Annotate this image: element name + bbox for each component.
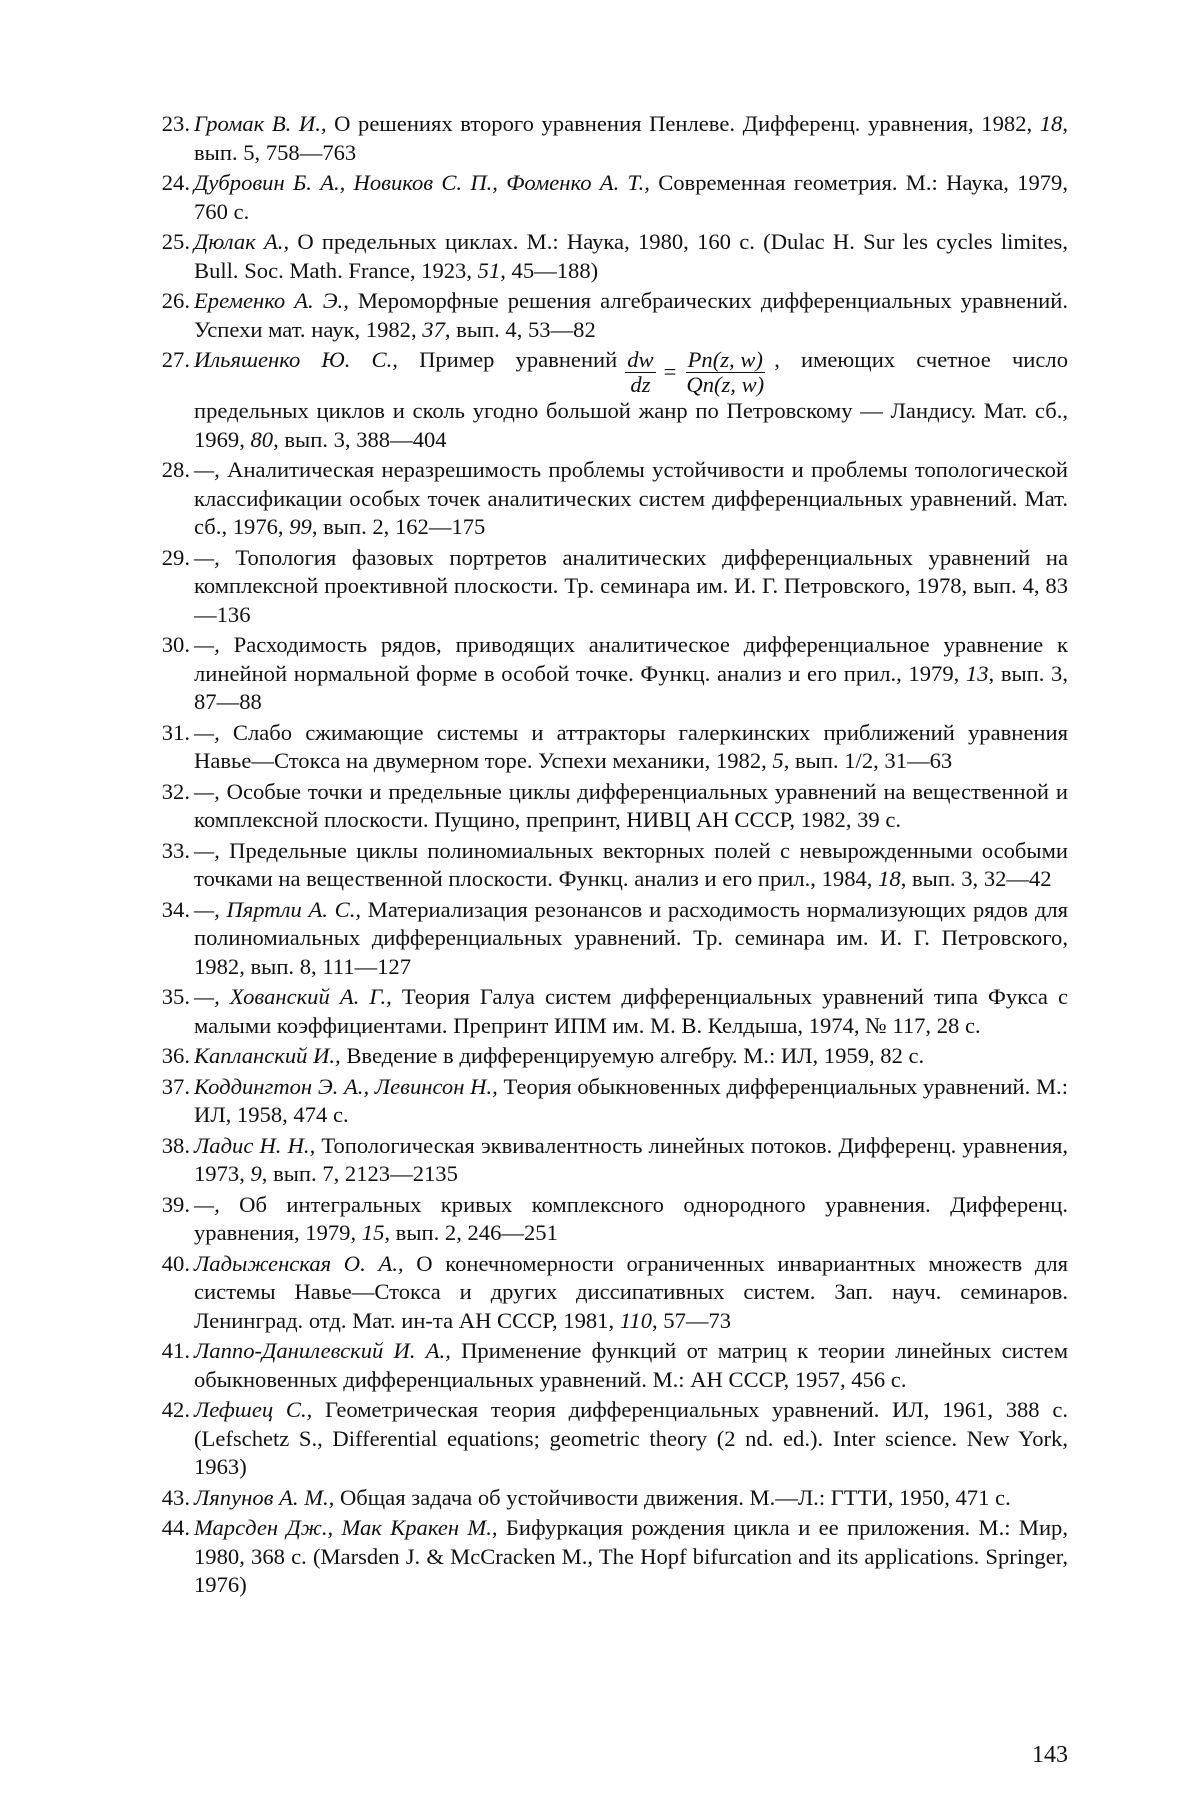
reference-pages: , вып. 3, 87—88: [194, 660, 1068, 715]
reference-volume: 37: [422, 316, 445, 342]
reference-item: [150, 346, 1068, 454]
reference-item: [150, 169, 1068, 226]
reference-volume: 5: [772, 748, 784, 774]
reference-text: Бифуркация рождения цикла и ее приложения. М.: Мир, 1980, 368 с. (Marsden J. & McCracken M., The Hopf bifurcation and its applications. Springer, 1976): [194, 1515, 1068, 1598]
reference-number: 32 .: [150, 778, 190, 807]
reference-number: 36 .: [150, 1042, 190, 1071]
reference-volume: 18: [1039, 111, 1063, 136]
fraction-denominator: Qn(z, w): [686, 371, 765, 397]
reference-author: Ильяшенко Ю. С.,: [194, 346, 398, 372]
reference-volume: 51: [477, 257, 501, 283]
reference-number: 23 .: [150, 110, 190, 139]
page-number: 143: [1032, 1742, 1068, 1768]
reference-pages: , 45—188): [500, 257, 599, 283]
reference-pages: , вып. 3, 32—42: [900, 866, 1052, 892]
reference-text: Расходимость рядов, приводящих аналитическое дифференциальное уравнение к линейной нормальной форме в особой точке. Функц. анализ и его прил., 1979,: [194, 632, 1068, 686]
reference-number: 25 .: [150, 228, 190, 257]
reference-text: Теория Галуа систем дифференциальных уравнений типа Фукса с малыми коэффициентами. Препринт ИПМ им. М. В. Келдыша, 1974, № 117, 28 с.: [194, 984, 1069, 1038]
reference-item: [150, 1191, 1068, 1248]
reference-author: —, Хованский А. Г.,: [194, 984, 392, 1010]
reference-item: [150, 631, 1068, 717]
reference-item: [150, 1250, 1068, 1336]
reference-volume: 99: [289, 514, 312, 540]
reference-volume: 18: [878, 866, 901, 892]
reference-author: —,: [194, 456, 220, 482]
reference-item: [150, 287, 1068, 344]
reference-item: [150, 1337, 1068, 1394]
reference-pages: , вып. 5, 758—763: [194, 111, 1068, 165]
reference-number: 44 .: [150, 1514, 190, 1543]
reference-text: О предельных циклах. М.: Наука, 1980, 160 с. (Dulac H. Sur les cycles limites, Bull. Soc. Math. France, 1923,: [194, 228, 1068, 283]
reference-item: [150, 719, 1068, 776]
reference-text: О конечномерности ограниченных инвариантных множеств для системы Навье—Стокса и других диссипативных систем. Зап. науч. семинаров. Ленинград. отд. Мат. ин-та АН СССР, 1981,: [194, 1250, 1068, 1333]
reference-text: О решениях второго уравнения Пенлеве. Дифференц. уравнения, 1982,: [326, 111, 1040, 136]
reference-author: Дубровин Б. А., Новиков С. П., Фоменко А. Т.,: [194, 169, 650, 195]
reference-author: Коддингтон Э. А., Левинсон Н.,: [194, 1073, 498, 1099]
fraction-left: [625, 348, 655, 397]
reference-item: [150, 778, 1068, 835]
reference-author: Громак В. И.,: [194, 111, 327, 136]
reference-number: 26 .: [150, 287, 190, 316]
reference-author: Еременко А. Э.,: [194, 287, 349, 313]
reference-text: Топологическая эквивалентность линейных потоков. Дифференц. уравнения, 1973,: [194, 1132, 1068, 1187]
reference-text: Введение в дифференцируемую алгебру. М.: ИЛ, 1959, 82 с.: [340, 1043, 925, 1069]
reference-volume: 13: [965, 660, 989, 686]
reference-number: 29 .: [150, 544, 190, 573]
reference-author: —,: [194, 719, 220, 745]
equation: [617, 348, 774, 397]
reference-number: 33 .: [150, 837, 190, 866]
fraction-numerator: Pn(z, w): [687, 346, 763, 372]
reference-item: [150, 837, 1068, 894]
reference-text: Слабо сжимающие системы и аттракторы галеркинских приближений уравнения Навье—Стокса на двумерном торе. Успехи механики, 1982,: [194, 719, 1068, 774]
reference-number: 27 .: [150, 346, 190, 375]
reference-item: [150, 983, 1068, 1040]
reference-number: 39 .: [150, 1191, 190, 1220]
reference-number: 38 .: [150, 1132, 190, 1161]
reference-author: —,: [194, 544, 220, 570]
reference-item: [150, 544, 1068, 630]
reference-text: Топология фазовых портретов аналитических дифференциальных уравнений на комплексной проективной плоскости. Тр. семинара им. И. Г. Петровского, 1978, вып. 4, 83—136: [194, 544, 1068, 627]
reference-pages: , вып. 2, 246—251: [384, 1220, 558, 1246]
reference-number: 34 .: [150, 896, 190, 925]
reference-text: Предельные циклы полиномиальных векторных полей с невырожденными особыми точками на вещественной плоскости. Функц. анализ и его прил., 1984,: [194, 837, 1068, 892]
reference-author: Ладис Н. Н.,: [194, 1132, 316, 1158]
reference-item: [150, 110, 1068, 167]
reference-author: Дюлак А.,: [194, 228, 290, 254]
reference-pages: , вып. 1/2, 31—63: [783, 748, 953, 774]
reference-author: —,: [194, 632, 220, 658]
reference-author: —,: [194, 778, 220, 804]
reference-item: [150, 896, 1068, 982]
reference-author: —,: [194, 837, 220, 863]
reference-author: Лефшец С.,: [194, 1397, 313, 1423]
reference-number: 43 .: [150, 1484, 190, 1513]
reference-number: 31 .: [150, 719, 190, 748]
reference-item: [150, 228, 1068, 285]
reference-pages: , вып. 2, 162—175: [311, 514, 486, 540]
reference-number: 40 .: [150, 1250, 190, 1279]
reference-text: Материализация резонансов и расходимость нормализующих рядов для полиномиальных дифференциальных уравнений. Тр. семинара им. И. Г. Петровского, 1982, вып. 8, 111—127: [194, 896, 1068, 979]
reference-author: Ладыженская О. А.,: [194, 1250, 404, 1276]
reference-author: Ляпунов А. М.,: [194, 1484, 335, 1510]
reference-pages: , вып. 7, 2123—2135: [261, 1161, 458, 1187]
reference-author: Капланский И.,: [194, 1043, 341, 1069]
reference-item: [150, 1484, 1068, 1513]
fraction-right: [684, 348, 766, 397]
reference-text: Теория обыкновенных дифференциальных уравнений. М.: ИЛ, 1958, 474 с.: [194, 1073, 1068, 1128]
reference-text: Особые точки и предельные циклы дифференциальных уравнений на вещественной и комплексной плоскости. Пущино, препринт, НИВЦ АН СССР, 1982, 39 с.: [194, 778, 1068, 833]
reference-volume: 9: [250, 1161, 262, 1187]
reference-number: 35 .: [150, 983, 190, 1012]
reference-number: 30 .: [150, 631, 190, 660]
reference-item: [150, 1042, 1068, 1071]
reference-number: 42 .: [150, 1396, 190, 1425]
reference-text: Об интегральных кривых комплексного однородного уравнения. Дифференц. уравнения, 1979,: [194, 1191, 1068, 1246]
reference-text: Пример уравнений: [397, 346, 618, 372]
reference-item: [150, 1396, 1068, 1482]
reference-number: 24 .: [150, 169, 190, 198]
equals-sign: =: [663, 359, 677, 385]
reference-pages: , 57—73: [652, 1307, 732, 1333]
reference-author: —, Пяртли А. С.,: [194, 896, 362, 922]
reference-text: Аналитическая неразрешимость проблемы устойчивости и проблемы топологической классификации особых точек аналитических систем дифференциальных уравнений. Мат. сб., 1976,: [194, 456, 1068, 540]
reference-text: Общая задача об устойчивости движения. М.—Л.: ГТТИ, 1950, 471 с.: [334, 1484, 1011, 1510]
reference-volume: 110: [619, 1307, 652, 1333]
reference-text: Применение функций от матриц к теории линейных систем обыкновенных дифференциальных уравнений. М.: АН СССР, 1957, 456 с.: [194, 1338, 1068, 1392]
reference-list: [150, 110, 1068, 1602]
reference-volume: 80: [250, 426, 274, 452]
reference-pages: , вып. 4, 53—82: [444, 316, 596, 342]
fraction-denominator: dz: [630, 371, 651, 397]
reference-text: Геометрическая теория дифференциальных уравнений. ИЛ, 1961, 388 с. (Lefschetz S., Differential equations; geometric theory (2 nd. ed.). Inter science. New York, 1963): [194, 1397, 1068, 1480]
reference-text: Мероморфные решения алгебраических дифференциальных уравнений. Успехи мат. наук, 1982,: [194, 287, 1068, 342]
reference-author: —,: [194, 1191, 220, 1217]
reference-item: [150, 1073, 1068, 1130]
reference-number: 37 .: [150, 1073, 190, 1102]
reference-pages: , вып. 3, 388—404: [273, 426, 447, 452]
reference-text: Современная геометрия. М.: Наука, 1979, 760 с.: [194, 169, 1068, 224]
fraction-numerator: dw: [627, 346, 654, 372]
reference-number: 28 .: [150, 456, 190, 485]
reference-item: [150, 1132, 1068, 1189]
reference-volume: 15: [361, 1220, 385, 1246]
reference-number: 41 .: [150, 1337, 190, 1366]
reference-item: [150, 456, 1068, 542]
reference-item: [150, 1514, 1068, 1600]
reference-author: Лаппо-Данилевский И. А.,: [194, 1338, 451, 1364]
reference-author: Марсден Дж., Мак Кракен М.,: [194, 1515, 498, 1541]
reference-text: , имеющих счетное число предельных циклов и сколь угодно большой жанр по Петровскому — Ландису. Мат. сб., 1969,: [194, 346, 1068, 452]
